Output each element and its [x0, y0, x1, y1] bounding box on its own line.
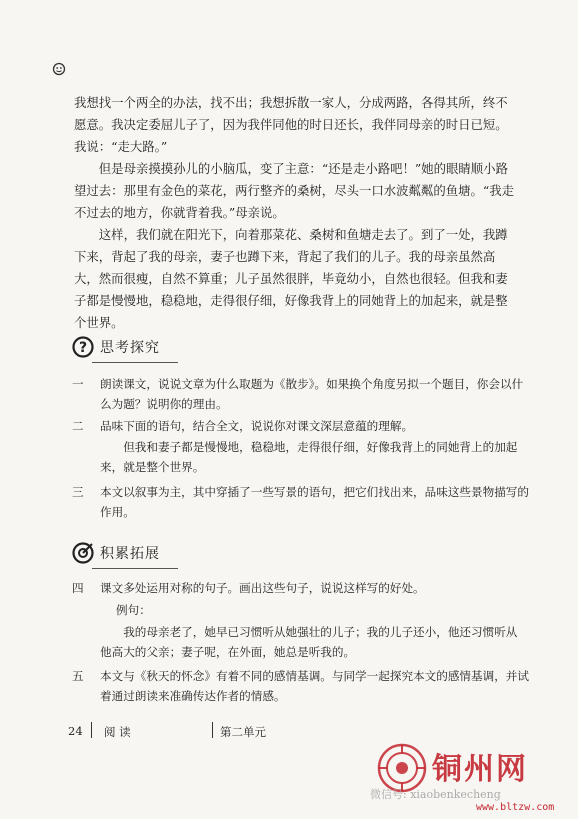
question-number: 三 — [72, 485, 84, 499]
question-4 — [72, 578, 532, 598]
footer-divider — [91, 722, 92, 738]
question-2 — [72, 416, 532, 436]
footer-divider — [212, 722, 213, 738]
quoted-sentence: 但我和妻子都是慢慢地，稳稳地，走得很仔细，好像我背上的同她背上的加起来，就是整个世界。 — [100, 440, 518, 474]
example-sentence: 我的母亲老了，她早已习惯听从她强壮的儿子；我的儿子还小，他还习惯听从他高大的父亲；妻子呢，在外面，她总是听我的。 — [100, 625, 518, 659]
question-text: 本文以叙事为主，其中穿插了一些写景的语句，把它们找出来，品味这些景物描写的作用。 — [100, 485, 529, 519]
svg-text:?: ? — [78, 340, 88, 356]
question-number: 二 — [72, 419, 84, 433]
question-3 — [72, 482, 532, 522]
question-number: 一 — [72, 377, 84, 391]
question-icon — [72, 336, 94, 358]
divider — [92, 362, 178, 363]
question-number: 五 — [72, 669, 84, 683]
question-number: 四 — [72, 581, 84, 595]
paragraph-2: 但是母亲摸摸孙儿的小脑瓜，变了主意：“还是走小路吧！”她的眼睛顺小路望过去：那里有金色的菜花，两行整齐的桑树，尽头一口水波粼粼的鱼塘。“我走不过去的地方，你就背着我。”母亲说。 — [74, 161, 515, 220]
question-1 — [72, 374, 532, 414]
target-icon — [72, 542, 94, 564]
watermark-wechat: 微信号: xiaobenkecheng — [370, 788, 501, 801]
question-5 — [72, 666, 532, 706]
page-number: 24 — [68, 724, 83, 738]
footer-section: 阅 读 — [104, 725, 131, 739]
section-title: 积累拓展 — [100, 546, 160, 562]
footer-unit: 第二单元 — [220, 725, 266, 739]
divider — [92, 568, 178, 569]
section-title: 思考探究 — [100, 340, 160, 356]
question-text: 本文与《秋天的怀念》有着不同的感情基调。与同学一起探究本文的感情基调，并试着通过朗读来准确传达作者的情感。 — [100, 669, 529, 703]
question-text: 课文多处运用对称的句子。画出这些句子，说说这样写的好处。 — [100, 581, 425, 595]
example-label: 例句： — [116, 603, 151, 617]
question-text: 品味下面的语句，结合全文，说说你对课文深层意蕴的理解。 — [100, 419, 414, 433]
paragraph-3: 这样，我们就在阳光下，向着那菜花、桑树和鱼塘走去了。到了一处，我蹲下来，背起了我的母亲，妻子也蹲下来，背起了我们的儿子。我的母亲虽然高大，然而很瘦，自然不算重；儿子虽然很胖，毕竟幼小，自然也很轻。但我和妻子都是慢慢地，稳稳地，走得很仔细，好像我背上的同她背上的加起来，就是整个世界。 — [74, 227, 508, 330]
section-header-accumulate — [72, 540, 160, 566]
watermark-name: 铜州网 — [432, 752, 528, 787]
paragraph-1: 我想找一个两全的办法，找不出；我想拆散一家人，分成两路，各得其所，终不愿意。我决定委屈儿子了，因为我伴同他的时日还长，我伴同母亲的时日已短。我说：“走大路。” — [74, 95, 508, 154]
watermark-url: www.bltzw.com — [476, 802, 555, 813]
question-text: 朗读课文，说说文章为什么取题为《散步》。如果换个角度另拟一个题目，你会以什么为题？说明你的理由。 — [100, 377, 524, 411]
smiley-icon — [52, 62, 66, 76]
section-header-thinking — [72, 334, 160, 360]
